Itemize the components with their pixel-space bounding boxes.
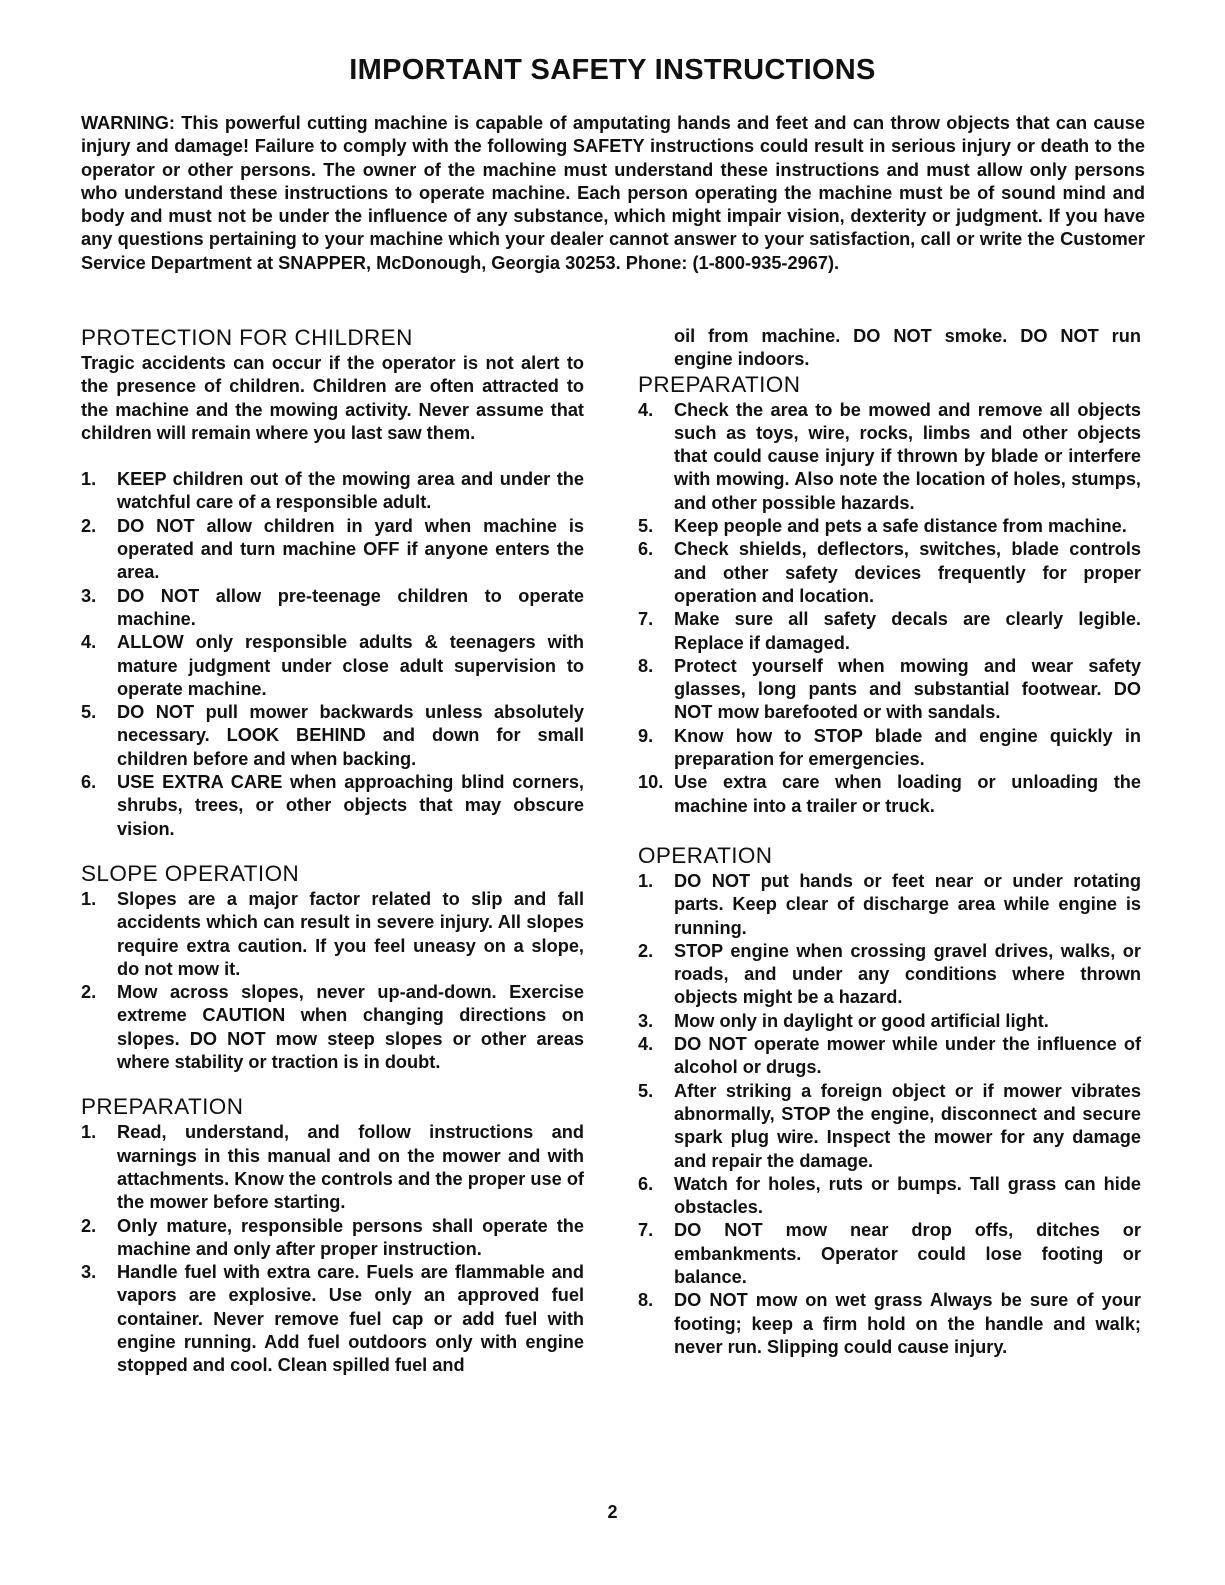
item-text: Slopes are a major factor related to slip and fall accidents which can result in severe injury. All slopes require extra caution. If you feel uneasy on a slope, do not mow it. <box>117 888 584 979</box>
item-text: Watch for holes, ruts or bumps. Tall grass can hide obstacles. <box>674 1173 1141 1218</box>
list-item <box>638 538 1141 608</box>
item-number: 5. <box>638 1080 654 1101</box>
warning-paragraph: WARNING: This powerful cutting machine is capable of amputating hands and feet and can throw objects that can cause injury and damage! Failure to comply with the following SAFETY instructions could result in serious injury or death to the operator or other persons. The owner of the machine must understand these instructions and must allow only persons who understand these instructions to operate machine. Each person operating the machine must be of sound mind and body and must not be under the influence of any substance, which might impair vision, dexterity or judgment. If you have any questions pertaining to your machine which your dealer cannot answer to your satisfaction, call or write the Customer Service Department at SNAPPER, McDonough, Georgia 30253. Phone: (1-800-935-2967). <box>81 113 1145 273</box>
list-item <box>638 655 1141 725</box>
item-text: DO NOT mow on wet grass Always be sure of your footing; keep a firm hold on the handle and walk; never run. Slipping could cause injury. <box>674 1290 1141 1357</box>
item-text: DO NOT allow pre-teenage children to operate machine. <box>117 585 584 629</box>
item-number: 4. <box>81 632 97 653</box>
item-text: DO NOT operate mower while under the influence of alcohol or drugs. <box>674 1034 1141 1078</box>
item-text: Check shields, deflectors, switches, blade controls and other safety devices frequently for proper operation and location. <box>674 539 1141 606</box>
item-text: DO NOT mow near drop offs, ditches or embankments. Operator could lose footing or balance. <box>674 1220 1141 1287</box>
item-number: 1. <box>81 1122 97 1143</box>
item-number: 3. <box>81 1262 97 1283</box>
list-item <box>638 399 1141 515</box>
list-item <box>638 1080 1141 1173</box>
list-item <box>81 468 584 515</box>
item-number: 8. <box>638 1290 654 1311</box>
item-text: Handle fuel with extra care. Fuels are flammable and vapors are explosive. Use only an approved fuel container. Never remove fuel cap or add fuel with engine running. Add fuel outdoors only with engine stopped and cool. Clean spilled fuel and <box>117 1262 584 1376</box>
preparation-continuation: oil from machine. DO NOT smoke. DO NOT run engine indoors. <box>674 326 1141 370</box>
item-text: DO NOT pull mower backwards unless absolutely necessary. LOOK BEHIND and down for small children before and when backing. <box>117 702 584 769</box>
item-number: 3. <box>638 1010 654 1031</box>
preparation-list <box>81 1121 584 1377</box>
item-number: 1. <box>638 870 654 891</box>
item-text: ALLOW only responsible adults & teenagers with mature judgment under close adult supervision to operate machine. <box>117 632 584 699</box>
item-text: Read, understand, and follow instructions and warnings in this manual and on the mower and with attachments. Know the controls and the proper use of the mower before starting. <box>117 1122 584 1213</box>
item-number: 5. <box>638 516 654 537</box>
list-item <box>81 1121 584 1214</box>
list-item <box>638 940 1141 1010</box>
item-number: 6. <box>638 1173 654 1194</box>
list-item <box>81 631 584 701</box>
item-text: Know how to STOP blade and engine quickly in preparation for emergencies. <box>674 725 1141 770</box>
item-text: Mow across slopes, never up-and-down. Exercise extreme CAUTION when changing directions on slopes. DO NOT mow steep slopes or other areas where stability or traction is in doubt. <box>117 982 584 1073</box>
section-heading-children: PROTECTION FOR CHILDREN <box>81 325 413 350</box>
preparation-list-continued <box>638 399 1141 818</box>
list-item <box>81 888 584 981</box>
item-text: DO NOT allow children in yard when machine is operated and turn machine OFF if anyone enters the area. <box>117 515 584 583</box>
left-column <box>81 325 584 1378</box>
children-intro: Tragic accidents can occur if the operator is not alert to the presence of children. Children are often attracted to the machine and the mowing activity. Never assume that children will remain where you last saw them. <box>81 353 584 443</box>
list-item <box>638 515 1141 538</box>
item-number: 4. <box>638 399 654 420</box>
section-heading-operation: OPERATION <box>638 842 773 868</box>
children-list <box>81 468 584 841</box>
item-text: USE EXTRA CARE when approaching blind corners, shrubs, trees, or other objects that may obscure vision. <box>117 772 584 839</box>
list-item <box>81 701 584 771</box>
list-item <box>638 608 1141 655</box>
list-item <box>81 515 584 585</box>
list-item <box>638 1289 1141 1359</box>
item-number: 5. <box>81 702 97 723</box>
item-number: 2. <box>81 982 97 1003</box>
operation-list <box>638 870 1141 1359</box>
section-heading-preparation: PREPARATION <box>81 1094 244 1120</box>
list-item <box>638 1033 1141 1080</box>
list-item <box>638 870 1141 940</box>
item-number: 4. <box>638 1034 654 1055</box>
item-number: 2. <box>638 940 654 961</box>
list-item <box>81 981 584 1074</box>
slope-list <box>81 888 584 1074</box>
item-number: 7. <box>638 1220 654 1241</box>
right-column <box>638 325 1141 1359</box>
item-text: STOP engine when crossing gravel drives, walks, or roads, and under any conditions where thrown objects might be a hazard. <box>674 940 1141 1008</box>
item-number: 6. <box>81 772 97 793</box>
item-number: 1. <box>81 469 97 490</box>
item-text: KEEP children out of the mowing area and under the watchful care of a responsible adult. <box>117 469 584 513</box>
list-item <box>638 725 1141 772</box>
list-item <box>638 1010 1141 1033</box>
page-number: 2 <box>607 1502 618 1522</box>
item-number: 2. <box>81 1215 97 1236</box>
item-text: Keep people and pets a safe distance from machine. <box>674 516 1127 537</box>
item-text: Protect yourself when mowing and wear safety glasses, long pants and substantial footwear. DO NOT mow barefooted or with sandals. <box>674 655 1141 723</box>
item-number: 7. <box>638 609 654 630</box>
item-number: 1. <box>81 888 97 909</box>
item-text: Use extra care when loading or unloading the machine into a trailer or truck. <box>674 772 1141 816</box>
item-number: 9. <box>638 725 654 746</box>
page-title: IMPORTANT SAFETY INSTRUCTIONS <box>349 54 876 86</box>
item-text: After striking a foreign object or if mower vibrates abnormally, STOP the engine, disconnect and secure spark plug wire. Inspect the mower for any damage and repair the damage. <box>674 1080 1141 1171</box>
item-number: 6. <box>638 539 654 560</box>
item-text: DO NOT put hands or feet near or under rotating parts. Keep clear of discharge area while engine is running. <box>674 870 1141 938</box>
list-item <box>81 1215 584 1262</box>
list-item <box>638 1219 1141 1289</box>
item-text: Only mature, responsible persons shall operate the machine and only after proper instruction. <box>117 1215 584 1259</box>
item-text: Mow only in daylight or good artificial light. <box>674 1010 1049 1031</box>
item-number: 2. <box>81 515 97 536</box>
list-item <box>81 771 584 841</box>
section-heading-slope: SLOPE OPERATION <box>81 860 300 886</box>
list-item <box>638 1173 1141 1220</box>
item-number: 3. <box>81 585 97 606</box>
item-number: 8. <box>638 655 654 676</box>
list-item <box>81 585 584 632</box>
item-text: Check the area to be mowed and remove all objects such as toys, wire, rocks, limbs and other objects that could cause injury if thrown by blade or interfere with mowing. Also note the location of holes, stumps, and other possible hazards. <box>674 399 1141 513</box>
list-item <box>81 1261 584 1377</box>
item-number: 10. <box>638 772 664 793</box>
item-text: Make sure all safety decals are clearly legible. Replace if damaged. <box>674 609 1141 653</box>
list-item <box>638 771 1141 818</box>
section-heading-preparation-continued: PREPARATION <box>638 371 801 397</box>
